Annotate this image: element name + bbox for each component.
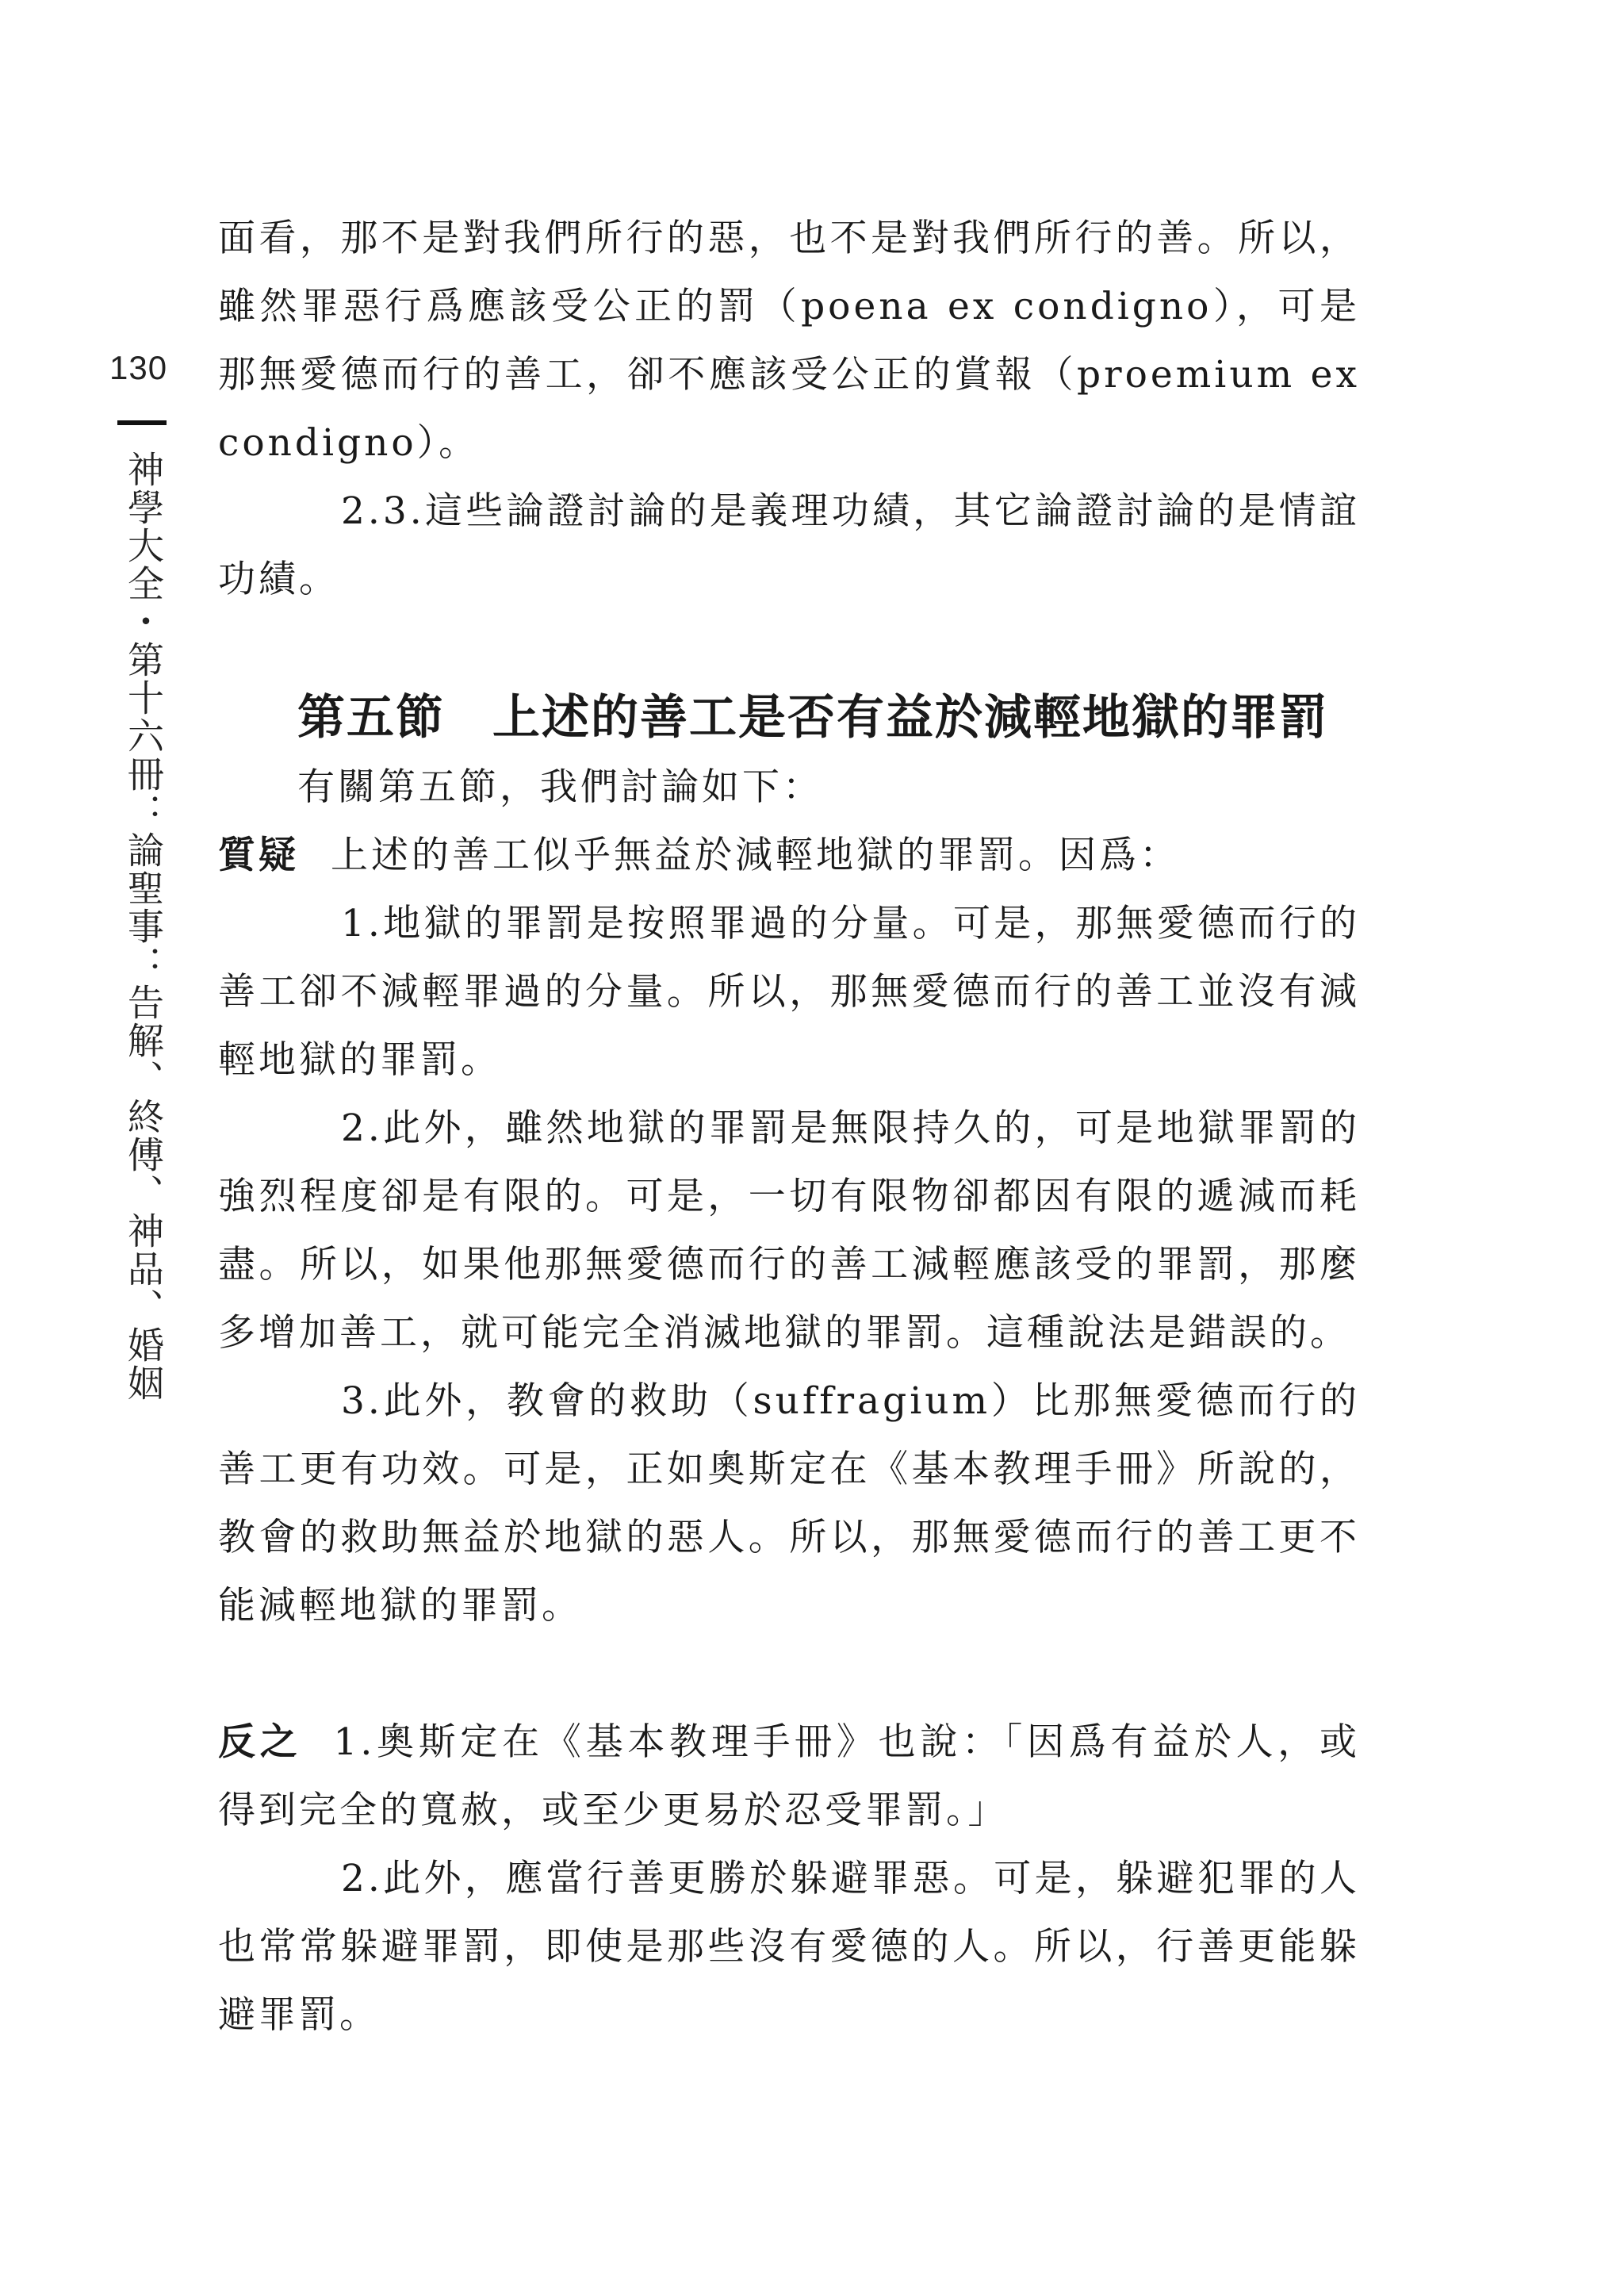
sed-contra-1-text: 1.奧斯定在《基本教理手冊》也說：「因爲有益於人，或得到完全的寬赦，或至少更易於忍受罪罰。」 [218, 1720, 1360, 1832]
sed-contra-label: 反之 [218, 1720, 302, 1764]
body-text [218, 205, 1360, 2050]
page-number: 130 [109, 349, 168, 386]
sed-contra-1 [218, 1708, 1360, 1845]
objections-label: 質疑 [218, 834, 299, 877]
objection-1: 1.地獄的罪罰是按照罪過的分量。可是，那無愛德而行的善工卻不減輕罪過的分量。所以，那無愛德而行的善工並沒有減輕地獄的罪罰。 [218, 902, 1360, 1082]
sed-contra-2: 2.此外，應當行善更勝於躲避罪惡。可是，躲避犯罪的人也常常躲避罪罰，即使是那些沒有愛德的人。所以，行善更能躲避罪罰。 [218, 1857, 1360, 2037]
section-heading-label: 第五節 [297, 690, 445, 746]
section-heading-title: 上述的善工是否有益於減輕地獄的罪罰 [492, 690, 1328, 746]
objection-2: 2.此外，雖然地獄的罪罰是無限持久的，可是地獄罪罰的強烈程度卻是有限的。可是，一切有限物卻都因有限的遞減而耗盡。所以，如果他那無愛德而行的善工減輕應該受的罪罰，那麼多增加善工，就可能完全消滅地獄的罪罰。這種說法是錯誤的。 [218, 1106, 1360, 1355]
section-heading [218, 682, 1360, 753]
running-head: 神學大全・第十六冊：論聖事：告解、終傅、神品、婚姻 [122, 451, 165, 1402]
objections-text: 上述的善工似乎無益於減輕地獄的罪罰。因爲： [331, 834, 1180, 877]
page-number-rule [117, 420, 167, 425]
paragraph-reply-2-3: 2.3.這些論證討論的是義理功績，其它論證討論的是情誼功績。 [218, 489, 1360, 601]
section-intro: 有關第五節，我們討論如下： [297, 765, 823, 809]
objections-lead [218, 822, 1360, 890]
paragraph-continued: 面看，那不是對我們所行的惡，也不是對我們所行的善。所以，雖然罪惡行爲應該受公正的罰（poena ex condigno），可是那無愛德而行的善工，卻不應該受公正的賞報（proemium ex condigno）。 [218, 217, 1360, 465]
objection-3: 3.此外，教會的救助（suffragium）比那無愛德而行的善工更有功效。可是，正如奧斯定在《基本教理手冊》所說的，教會的救助無益於地獄的惡人。所以，那無愛德而行的善工更不能減輕地獄的罪罰。 [218, 1379, 1360, 1628]
